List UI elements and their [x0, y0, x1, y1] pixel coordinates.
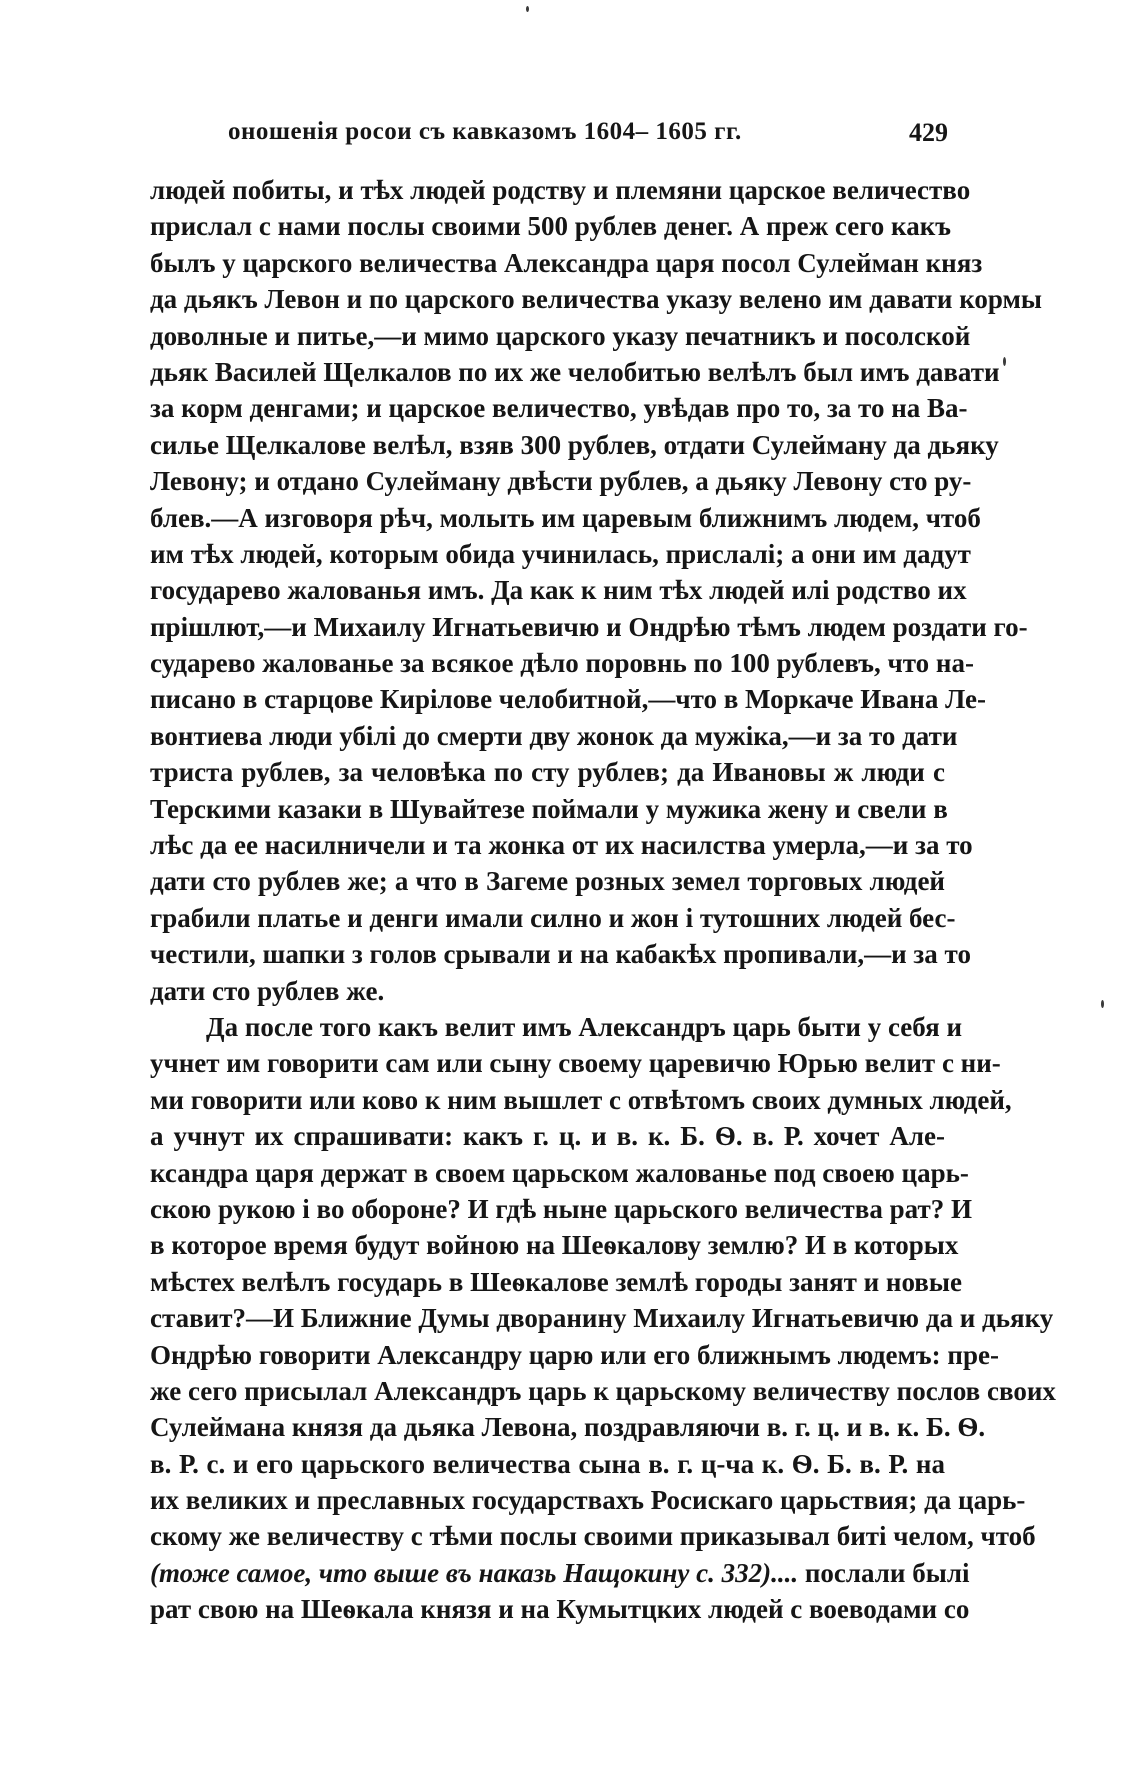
text-line: прішлют,—и Михаилу Игнатьевичю и Ондрѣю тѣмъ людем роздати го-	[150, 611, 1028, 642]
text-line: их великих и преславных государствахъ Росискаго царьствия; да царь-	[150, 1485, 1026, 1516]
text-fragment: послали былі	[804, 1557, 970, 1588]
text-line: людей побиты, и тѣх людей родству и племяни царское величество	[150, 175, 971, 205]
text-line: дати сто рублев же.	[150, 975, 385, 1006]
text-line: доволные и питье,—и мимо царского указу печатникъ и посолской	[150, 320, 971, 351]
text-line: Левону; и отдано Сулейману двѣсти рублев, а дьяку Левону сто ру-	[150, 466, 972, 497]
running-head: оношенія росои съ кавказомъ 1604– 1605 гг.	[228, 118, 742, 145]
text-line: Ондрѣю говорити Александру царю или его ближнымъ людемъ: пре-	[150, 1339, 999, 1370]
text-line: за корм денгами; и царское величество, увѣдав про то, за то на Ва-	[150, 393, 968, 424]
scan-speck	[1003, 357, 1006, 366]
text-line: Терскими казаки в Шувайтезе поймали у мужика жену и свели в	[150, 793, 948, 824]
text-line: силье Щелкалове велѣл, взяв 300 рублев, отдати Сулейману да дьяку	[150, 429, 999, 460]
scan-speck	[526, 6, 529, 12]
text-line: вонтиева люди убілі до смерти дву жонок да мужіка,—и за то дати	[150, 720, 958, 751]
paragraph-1	[150, 172, 1042, 1009]
text-line: а учнут их спрашивати: какъ г. ц. и в. к. Б. Ѳ. в. Р. хочет Але-	[150, 1121, 945, 1152]
page-number: 429	[909, 118, 948, 147]
text-line: ксандра царя держат в своем царьском жалованье под своею царь-	[150, 1157, 969, 1188]
text-line: грабили платье и денги имали силно и жон і тутошних людей бес-	[150, 902, 956, 933]
text-line: скою рукою і во обороне? И гдѣ ныне царьского величества рат? И	[150, 1193, 972, 1224]
body-text	[150, 172, 1056, 1628]
scan-speck	[1101, 1000, 1104, 1008]
text-line: сударево жалованье за всякое дѣло поровнь по 100 рублевъ, что на-	[150, 648, 974, 679]
text-line: скому же величеству с тѣми послы своими приказывал биті челом, чтоб	[150, 1521, 1036, 1552]
text-line: Да после того какъ велит имъ Александръ царь быти у себя и	[206, 1011, 962, 1042]
paragraph-2	[150, 1009, 1056, 1628]
text-line: прислал с нами послы своими 500 рублев денег. А преж сего какъ	[150, 211, 951, 242]
text-line: Сулеймана князя да дьяка Левона, поздравляючи в. г. ц. и в. к. Б. Ѳ.	[150, 1412, 986, 1443]
text-line: дьяк Василей Щелкалов по их же челобитью велѣлъ был имъ давати	[150, 356, 1000, 387]
text-line: государево жалованья имъ. Да как к ним тѣх людей илі родство их	[150, 575, 967, 606]
text-line: в. Р. с. и его царьского величества сына в. г. ц-ча к. Ѳ. Б. в. Р. на	[150, 1448, 945, 1479]
text-line: мѣстех велѣлъ государь в Шеѳкалове землѣ городы занят и новые	[150, 1266, 962, 1297]
text-line: лѣс да ее насилничели и та жонка от их насилства умерла,—и за то	[150, 830, 973, 861]
text-line: дати сто рублев же; а что в Загеме розных земел торговых людей	[150, 866, 945, 897]
text-line: былъ у царского величества Александра царя посол Сулейман княз	[150, 247, 983, 278]
text-line: учнет им говорити сам или сыну своему царевичю Юрью велит с ни-	[150, 1048, 1001, 1079]
text-line: ставит?—И Ближние Думы дворанину Михаилу Игнатьевичю да и дьяку	[150, 1303, 1054, 1334]
text-line: да дьякъ Левон и по царского величества указу велено им давати кормы	[150, 284, 1042, 315]
editorial-note: (тоже самое, что выше въ наказь Нащокину с. 332)....	[150, 1557, 805, 1588]
text-line: ми говорити или ково к ним вышлет с отвѣтомъ своих думных людей,	[150, 1084, 1012, 1115]
text-line: блев.—А изговоря рѣч, молыть им царевым ближнимъ людем, чтоб	[150, 502, 981, 533]
page-header	[228, 118, 948, 152]
text-line: в которое время будут войною на Шеѳкалову землю? И в которых	[150, 1230, 959, 1261]
text-line: честили, шапки з голов срывали и на кабакѣх пропивали,—и за то	[150, 939, 971, 970]
text-line: писано в старцове Кирілове челобитной,—что в Моркаче Ивана Ле-	[150, 684, 987, 715]
text-line: триста рублев, за человѣка по сту рублев; да Ивановы ж люди с	[150, 757, 945, 788]
text-line-with-note	[150, 1555, 970, 1591]
text-line: рат свою на Шеѳкала князя и на Кумытцких людей с воеводами со	[150, 1594, 970, 1625]
text-line: им тѣх людей, которым обида учинилась, прислалі; а они им дадут	[150, 538, 971, 569]
text-line: же сего присылал Александръ царь к царьскому величеству послов своих	[150, 1375, 1056, 1406]
